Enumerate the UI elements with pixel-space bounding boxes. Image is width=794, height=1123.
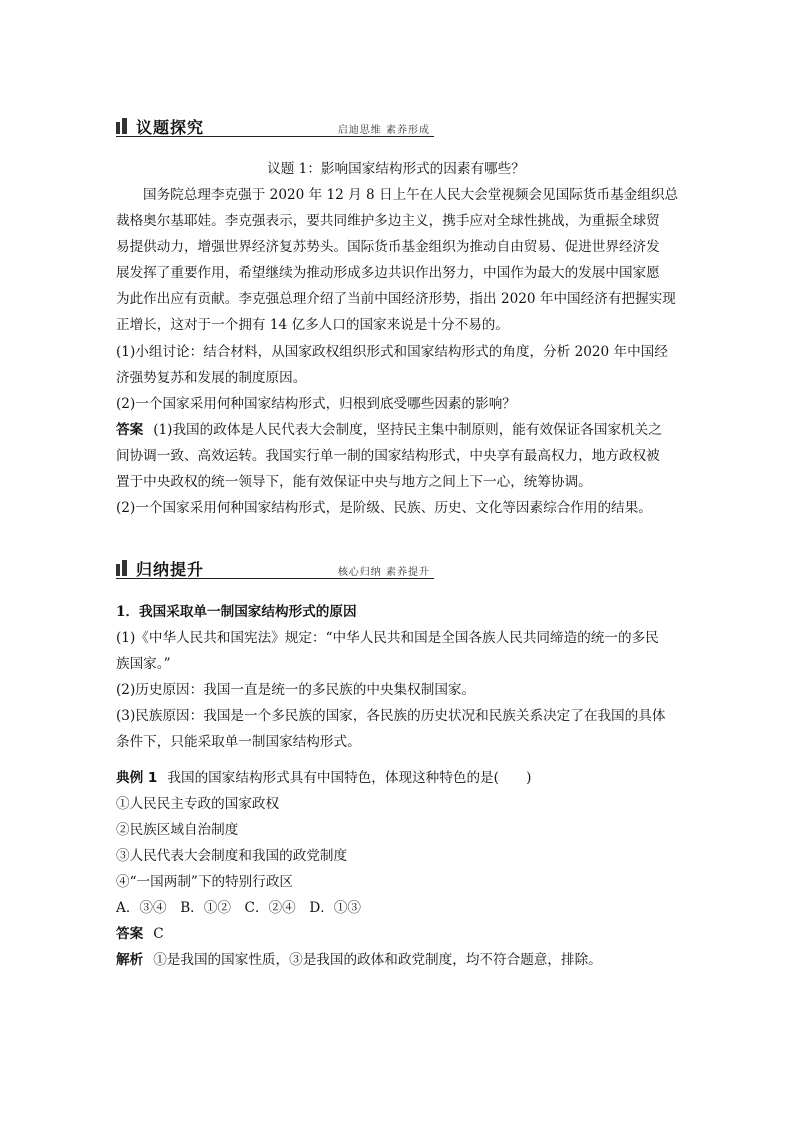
example-stem-text: 我国的国家结构形式具有中国特色，体现这种特色的是( ) bbox=[167, 770, 532, 786]
point-1-title: 1．我国采取单一制国家结构形式的原因 bbox=[116, 604, 357, 620]
answer-line: 间协调一致、高效运转。我国实行单一制的国家结构形式，中央享有最高权力，地方政权被 bbox=[116, 448, 660, 464]
topic-title: 议题 1：影响国家结构形式的因素有哪些？ bbox=[267, 161, 525, 177]
example-1 bbox=[116, 765, 676, 973]
material-paragraph bbox=[116, 182, 679, 338]
example-analysis bbox=[116, 947, 676, 973]
example-choices: A．③④ B．①② C．②④ D．①③ bbox=[116, 900, 362, 916]
answer-line: 置于中央政权的统一领导下，能有效保证中央与地方之间上下一心，统筹协调。 bbox=[116, 474, 592, 490]
section-title: 议题探究 bbox=[136, 118, 205, 137]
answer-line bbox=[116, 417, 676, 443]
material-line: 展发挥了重要作用，希望继续为推动形成多边共识作出努力，中国作为最大的发展中国家愿 bbox=[116, 265, 660, 281]
example-answer bbox=[116, 921, 676, 947]
example-option: ③人民代表大会制度和我国的政党制度 bbox=[116, 848, 348, 864]
point-line: (1)《中华人民共和国宪法》规定：“中华人民共和国是全国各族人民共同缔造的统一的多民 bbox=[116, 630, 659, 646]
example-analysis-text: ①是我国的国家性质，③是我国的政体和政党制度，均不符合题意，排除。 bbox=[153, 952, 602, 968]
material-line: 正增长，这对于一个拥有 14 亿多人口的国家来说是十分不易的。 bbox=[116, 317, 509, 333]
example-analysis-label: 解析 bbox=[116, 952, 144, 968]
answer-line: (2)一个国家采用何种国家结构形式，是阶级、民族、历史、文化等因素综合作用的结果。 bbox=[116, 500, 652, 516]
answer-block bbox=[116, 417, 676, 521]
section-title: 归纳提升 bbox=[136, 560, 205, 579]
point-line: (3)民族原因：我国是一个多民族的国家，各民族的历史状况和民族关系决定了在我国的具体 bbox=[116, 708, 666, 724]
material-line: 易提供动力，增强世界经济复苏势头。国际货币基金组织为推动自由贸易、促进世界经济发 bbox=[116, 239, 660, 255]
question-2: (2)一个国家采用何种国家结构形式，归根到底受哪些因素的影响？ bbox=[116, 396, 516, 412]
example-option: ②民族区域自治制度 bbox=[116, 822, 239, 838]
example-option: ④“一国两制”下的特别行政区 bbox=[116, 874, 294, 890]
question-1 bbox=[116, 339, 676, 391]
answer-text: (1)我国的政体是人民代表大会制度，坚持民主集中制原则，能有效保证各国家机关之 bbox=[153, 422, 662, 438]
question-line: 济强势复苏和发展的制度原因。 bbox=[116, 370, 307, 386]
point-line: 族国家。” bbox=[116, 656, 171, 672]
material-line: 国务院总理李克强于 2020 年 12 月 8 日上午在人民大会堂视频会见国际货币基金组织总 bbox=[143, 187, 679, 203]
example-stem bbox=[116, 765, 676, 791]
answer-label: 答案 bbox=[116, 422, 144, 438]
section-subtitle: 核心归纳 素养提升 bbox=[337, 567, 430, 578]
example-option: ①人民民主专政的国家政权 bbox=[116, 796, 280, 812]
section-marker-icon bbox=[116, 118, 130, 134]
example-answer-label: 答案 bbox=[116, 926, 144, 942]
section-header-inquiry bbox=[116, 116, 434, 137]
section-header-summary bbox=[116, 558, 434, 579]
point-line: 条件下，只能采取单一制国家结构形式。 bbox=[116, 734, 361, 750]
point-1-items bbox=[116, 625, 676, 755]
question-line: (1)小组讨论：结合材料，从国家政权组织形式和国家结构形式的角度，分析 2020 年中国经 bbox=[116, 344, 668, 360]
example-label: 典例 1 bbox=[116, 770, 158, 786]
point-line: (2)历史原因：我国一直是统一的多民族的中央集权制国家。 bbox=[116, 682, 476, 698]
section-subtitle: 启迪思维 素养形成 bbox=[337, 125, 430, 136]
material-line: 为此作出应有贡献。李克强总理介绍了当前中国经济形势，指出 2020 年中国经济有把握实现 bbox=[116, 291, 676, 307]
example-answer-value: C bbox=[153, 926, 164, 942]
material-line: 裁格奥尔基耶娃。李克强表示，要共同维护多边主义，携手应对全球性挑战，为重振全球贸 bbox=[116, 213, 660, 229]
section-marker-icon bbox=[116, 560, 130, 576]
